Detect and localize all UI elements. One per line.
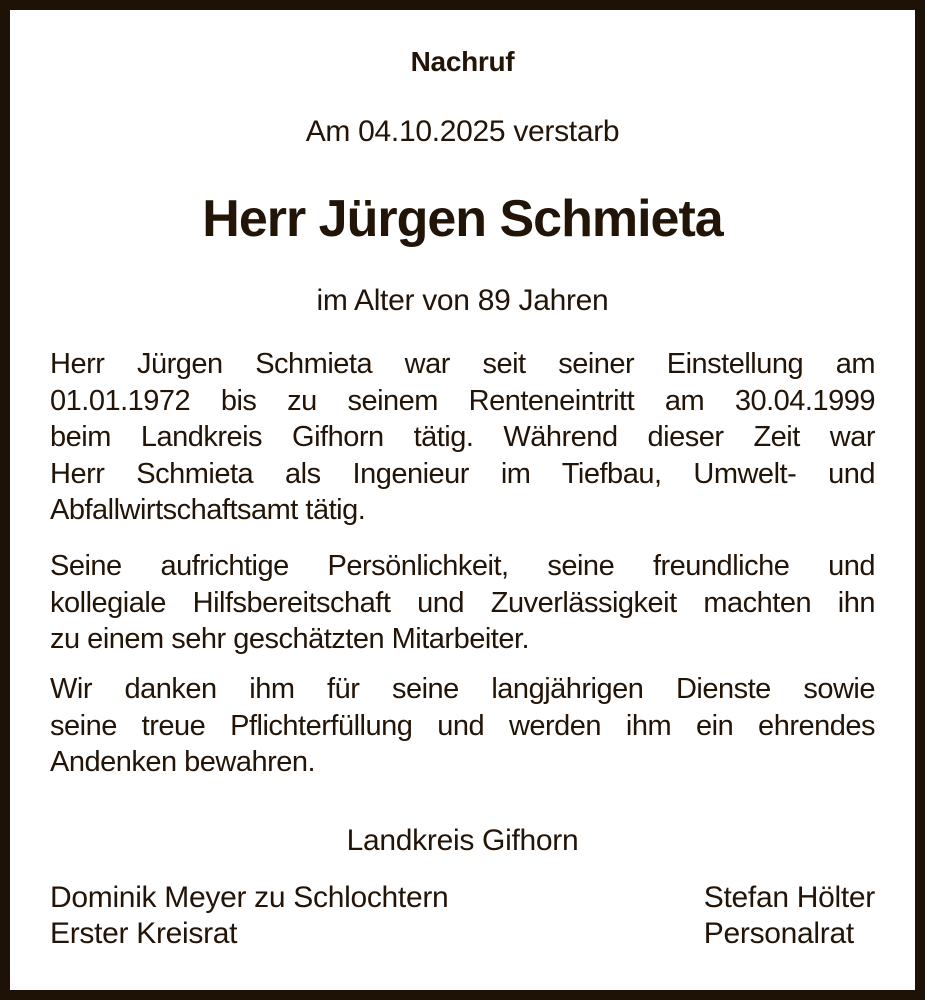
paragraph-line: zu einem sehr geschätzten Mitarbeiter. [50, 623, 530, 655]
signatory-name: Dominik Meyer zu Schlochtern [50, 881, 449, 914]
signature-right [704, 880, 875, 951]
kicker-title: Nachruf [410, 46, 515, 77]
paragraph-line: beim Landkreis Gifhorn tätig. Während dieser Zeit war [50, 421, 875, 453]
age-line: im Alter von 89 Jahren [316, 284, 609, 317]
paragraph-line: Andenken bewahren. [50, 746, 316, 778]
obituary-paragraph-thanks [50, 671, 875, 781]
paragraph-line: kollegiale Hilfsbereitschaft und Zuverlässigkeit machten ihn [50, 586, 875, 619]
signature-row [50, 880, 875, 951]
obituary-paragraph-service [50, 346, 875, 529]
paragraph-line: Herr Schmieta als Ingenieur im Tiefbau, Umwelt- und [50, 457, 875, 490]
paragraph-line: Abfallwirtschaftsamt tätig. [50, 494, 366, 526]
obituary-paragraph-personality [50, 548, 875, 658]
signature-left [50, 880, 448, 951]
deceased-name: Herr Jürgen Schmieta [202, 190, 723, 248]
signatory-name: Stefan Hölter [703, 881, 875, 914]
organization-name: Landkreis Gifhorn [346, 824, 579, 857]
paragraph-line: Seine aufrichtige Persönlichkeit, seine freundliche und [50, 550, 875, 582]
death-date-line: Am 04.10.2025 verstarb [305, 115, 620, 148]
signatory-title: Erster Kreisrat [50, 916, 238, 950]
paragraph-line: Wir danken ihm für seine langjährigen Dienste sowie [50, 673, 875, 705]
paragraph-line: 01.01.1972 bis zu seinem Renteneintritt am 30.04.1999 [50, 384, 875, 417]
signatory-title: Personalrat [703, 916, 854, 950]
paragraph-line: Herr Jürgen Schmieta war seit seiner Einstellung am [50, 348, 875, 380]
paragraph-line: seine treue Pflichterfüllung und werden ihm ein ehrendes [50, 709, 875, 742]
